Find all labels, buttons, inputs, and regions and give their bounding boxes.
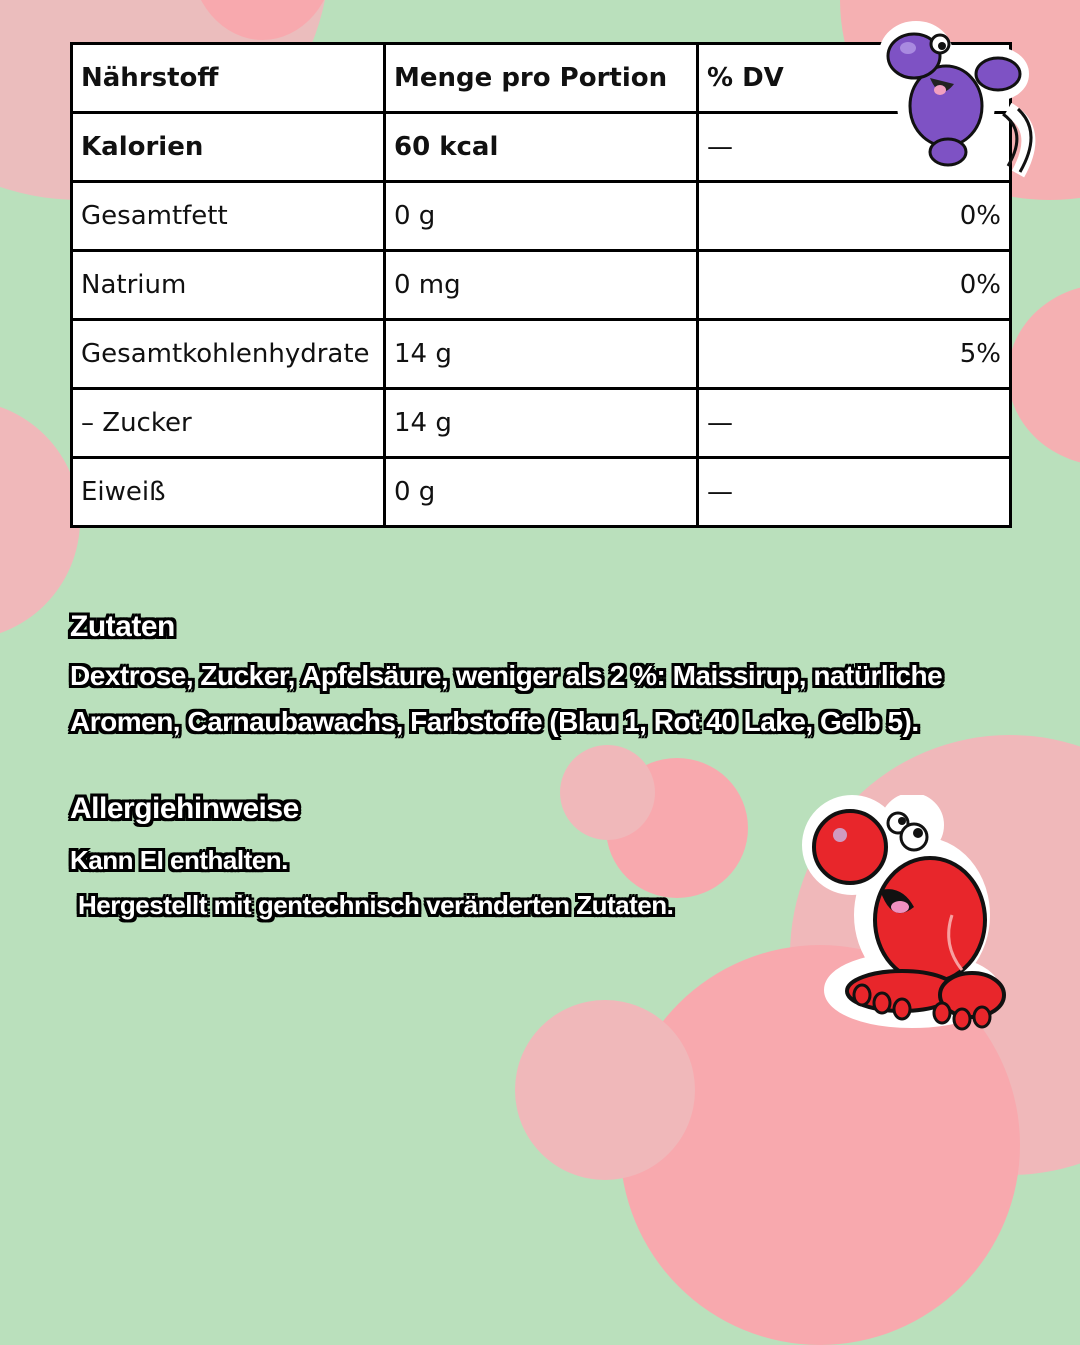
allergens-text-line: Kann EI enthalten. — [70, 845, 288, 875]
nutrient-name: Eiweiß — [72, 458, 385, 527]
header-nutrient: Nährstoff — [72, 44, 385, 113]
nutrient-dv: 0% — [698, 251, 1011, 320]
nutrient-dv: — — [698, 113, 1011, 182]
nutrient-name: Natrium — [72, 251, 385, 320]
nutrient-name: – Zucker — [72, 389, 385, 458]
background-circle — [560, 745, 655, 840]
table-row — [72, 251, 1011, 320]
allergens-text-line: Hergestellt mit gentechnisch veränderten Zutaten. — [78, 890, 674, 920]
header-amount: Menge pro Portion — [385, 44, 698, 113]
nutrient-name: Gesamtkohlenhydrate — [72, 320, 385, 389]
ingredients-heading: Zutaten — [70, 610, 175, 643]
allergens-heading: Allergiehinweise — [70, 792, 299, 825]
background-circle — [1008, 284, 1080, 466]
ingredients-text-line: Aromen, Carnaubawachs, Farbstoffe (Blau 1, Rot 40 Lake, Gelb 5). — [70, 706, 919, 737]
nutrient-amount: 0 g — [385, 458, 698, 527]
ingredients-text-line: Dextrose, Zucker, Apfelsäure, weniger als 2 %: Maissirup, natürliche — [70, 660, 943, 691]
background-circle — [515, 1000, 695, 1180]
nutrient-name: Kalorien — [72, 113, 385, 182]
nutrient-name: Gesamtfett — [72, 182, 385, 251]
header-dv: % DV — [698, 44, 1011, 113]
nutrient-amount: 60 kcal — [385, 113, 698, 182]
purple-candy-mascot-icon — [868, 14, 1058, 179]
nutrient-dv: — — [698, 389, 1011, 458]
nutrient-amount: 14 g — [385, 320, 698, 389]
nutrient-amount: 0 mg — [385, 251, 698, 320]
nutrient-dv: 5% — [698, 320, 1011, 389]
table-row — [72, 182, 1011, 251]
nutrient-amount: 14 g — [385, 389, 698, 458]
table-row — [72, 389, 1011, 458]
nutrient-dv: 0% — [698, 182, 1011, 251]
nutrient-dv: — — [698, 458, 1011, 527]
background-circle — [0, 400, 80, 640]
red-candy-mascot-icon — [802, 795, 1042, 1035]
table-row — [72, 458, 1011, 527]
nutrient-amount: 0 g — [385, 182, 698, 251]
table-row — [72, 320, 1011, 389]
